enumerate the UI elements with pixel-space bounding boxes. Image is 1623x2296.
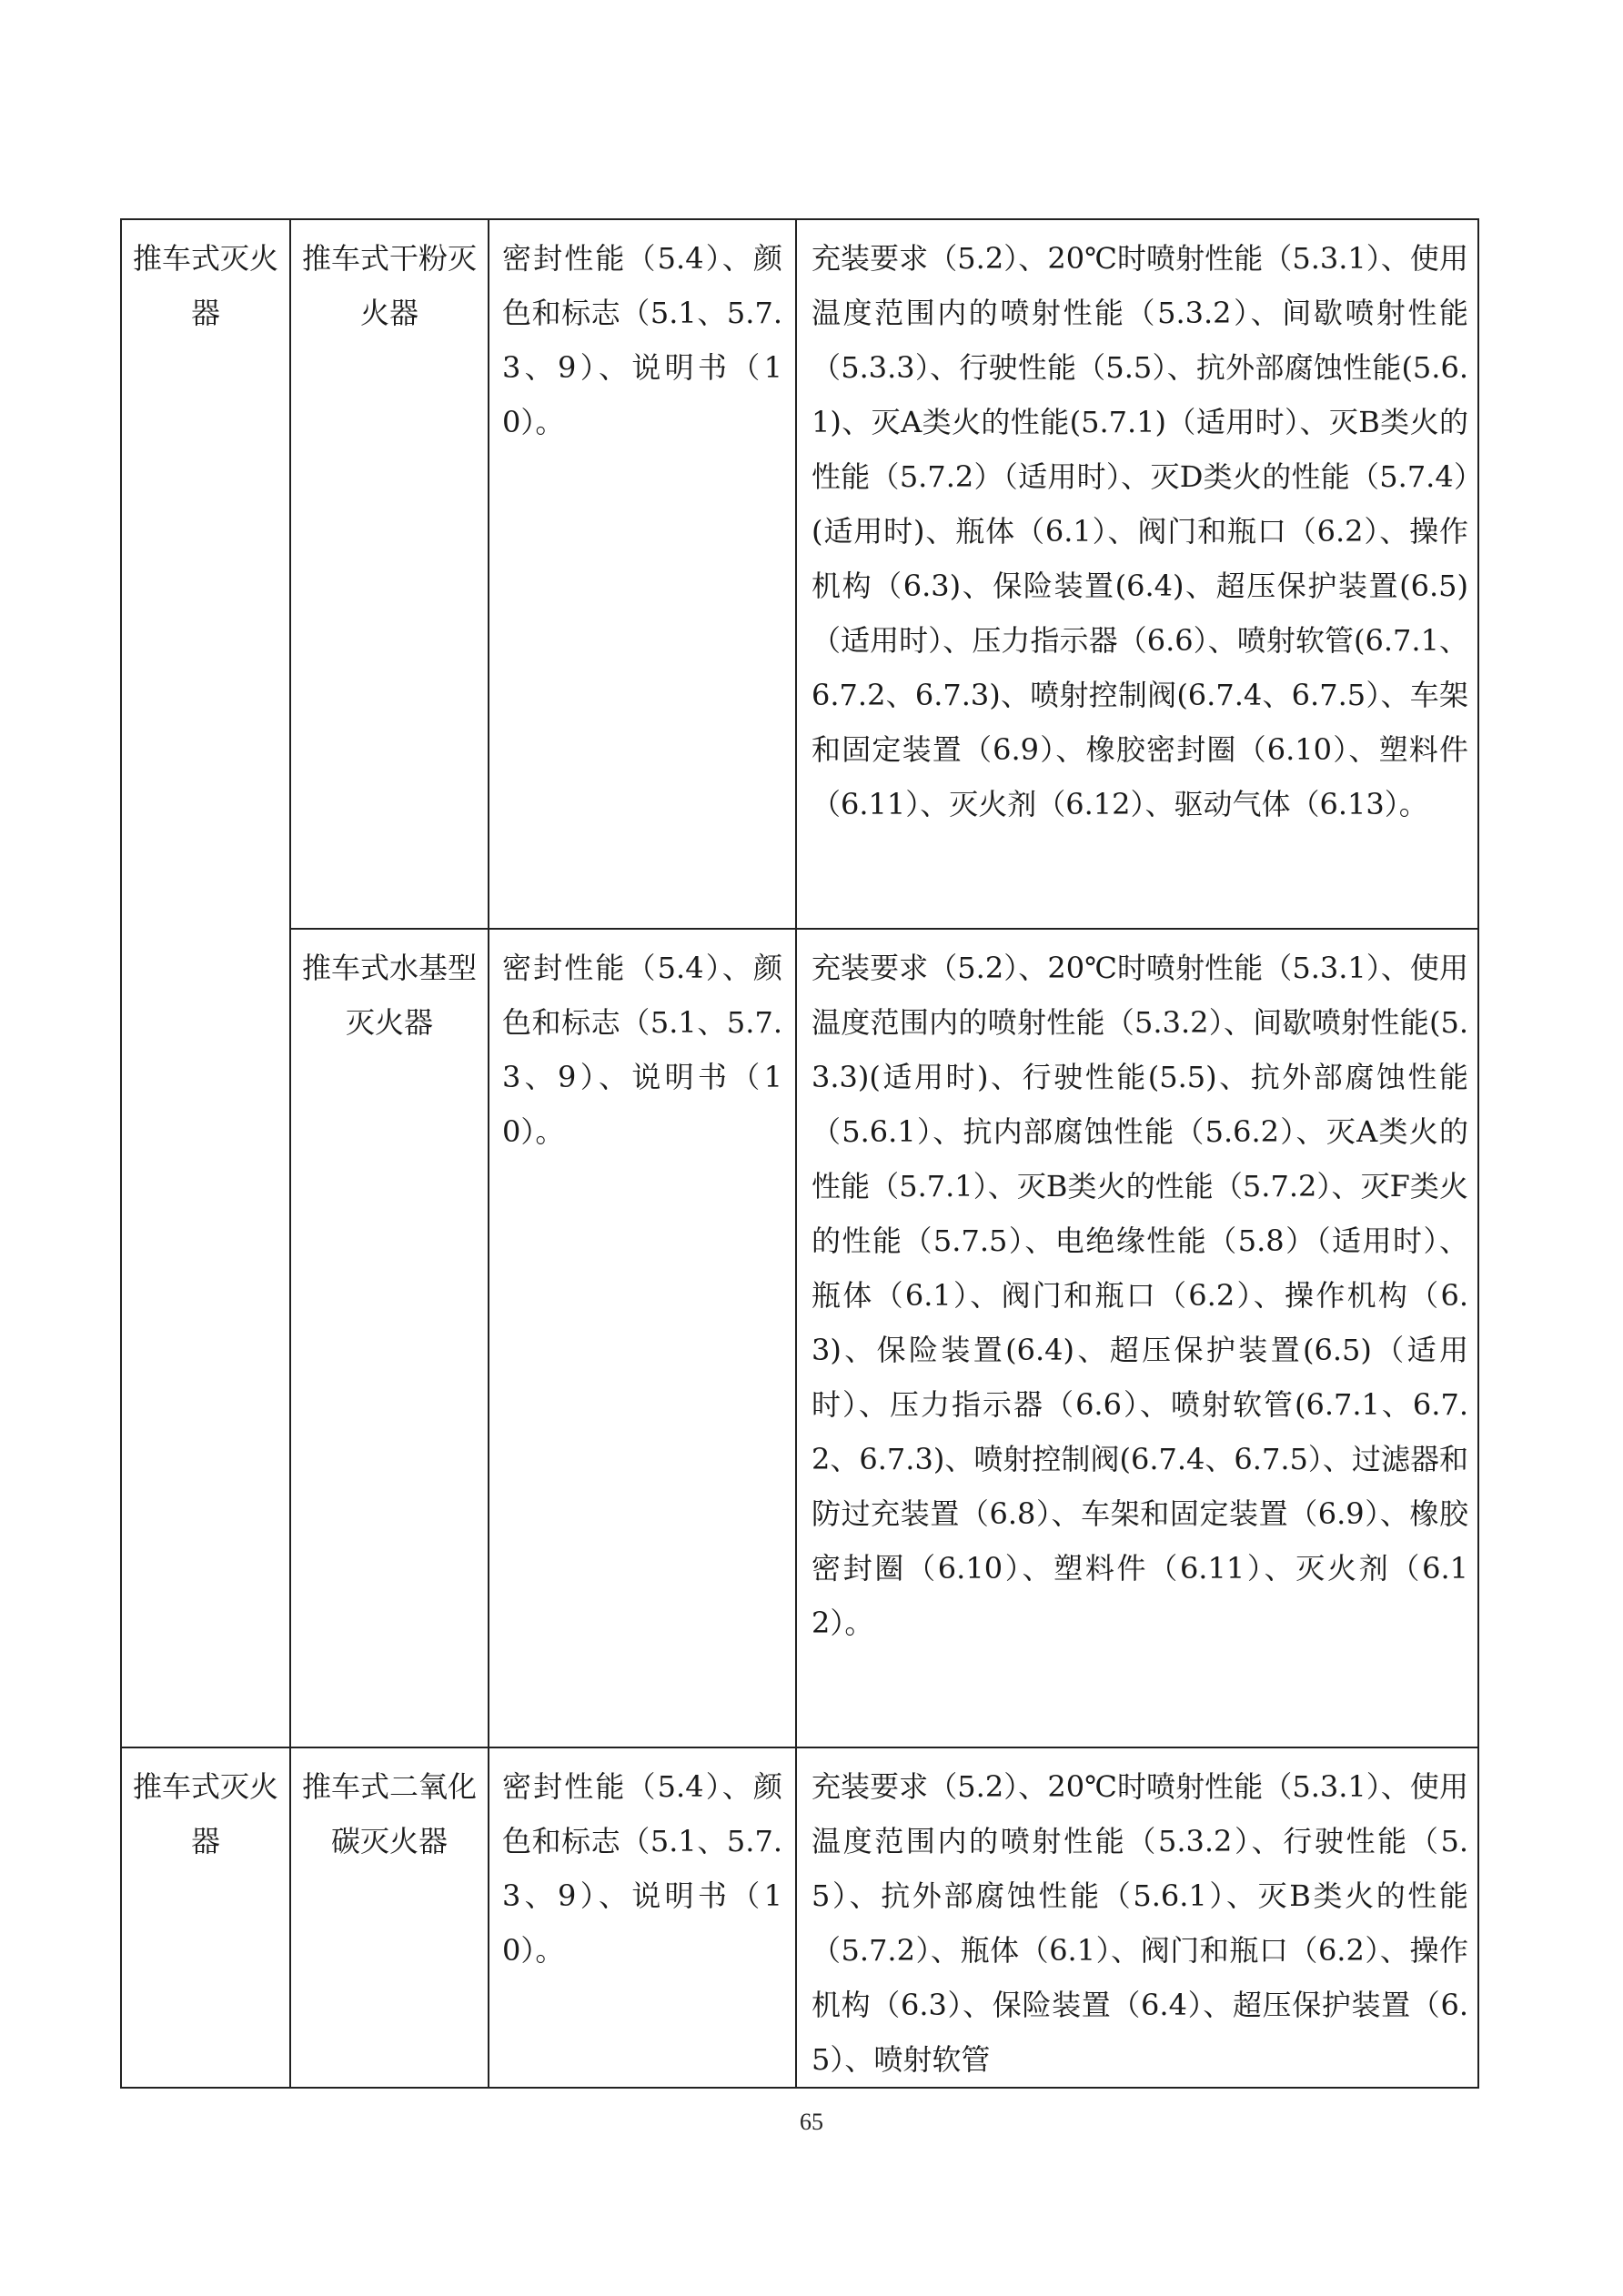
category-cell: 推车式灭火器 [121, 219, 290, 1747]
table-row [121, 219, 1478, 929]
type-cell: 推车式干粉灭火器 [290, 219, 489, 929]
type-cell: 推车式二氧化碳灭火器 [290, 1747, 489, 2088]
inspection-cell: 密封性能（5.4）、颜色和标志（5.1、5.7.3、9）、说明书（10）。 [489, 1747, 796, 2088]
category-cell: 推车式灭火器 [121, 1747, 290, 2088]
table-row [121, 929, 1478, 1747]
details-cell: 充装要求（5.2）、20℃时喷射性能（5.3.1）、使用温度范围内的喷射性能（5.3.2）、间歇喷射性能（5.3.3）、行驶性能（5.5）、抗外部腐蚀性能(5.6.1)、灭A类火的性能(5.7.1)（适用时）、灭B类火的性能（5.7.2）（适用时）、灭D类火的性能（5.7.4）(适用时)、瓶体（6.1）、阀门和瓶口（6.2）、操作机构（6.3)、保险装置(6.4)、超压保护装置(6.5)（适用时）、压力指示器（6.6）、喷射软管(6.7.1、6.7.2、6.7.3)、喷射控制阀(6.7.4、6.7.5）、车架和固定装置（6.9）、橡胶密封圈（6.10）、塑料件（6.11）、灭火剂（6.12）、驱动气体（6.13）。 [796, 219, 1478, 929]
inspection-cell: 密封性能（5.4）、颜色和标志（5.1、5.7.3、9）、说明书（10）。 [489, 929, 796, 1747]
table-row [121, 1747, 1478, 2088]
page-number: 65 [800, 2109, 823, 2135]
details-cell: 充装要求（5.2）、20℃时喷射性能（5.3.1）、使用温度范围内的喷射性能（5.3.2）、间歇喷射性能(5.3.3)(适用时)、行驶性能(5.5)、抗外部腐蚀性能（5.6.1）、抗内部腐蚀性能（5.6.2）、灭A类火的性能（5.7.1）、灭B类火的性能（5.7.2）、灭F类火的性能（5.7.5）、电绝缘性能（5.8）（适用时）、瓶体（6.1）、阀门和瓶口（6.2）、操作机构（6.3)、保险装置(6.4)、超压保护装置(6.5)（适用时）、压力指示器（6.6）、喷射软管(6.7.1、6.7.2、6.7.3)、喷射控制阀(6.7.4、6.7.5）、过滤器和防过充装置（6.8）、车架和固定装置（6.9）、橡胶密封圈（6.10）、塑料件（6.11）、灭火剂（6.12）。 [796, 929, 1478, 1747]
type-cell: 推车式水基型灭火器 [290, 929, 489, 1747]
inspection-cell: 密封性能（5.4）、颜色和标志（5.1、5.7.3、9）、说明书（10）。 [489, 219, 796, 929]
requirements-table [120, 218, 1479, 2089]
details-cell: 充装要求（5.2）、20℃时喷射性能（5.3.1）、使用温度范围内的喷射性能（5.3.2）、行驶性能（5.5）、抗外部腐蚀性能（5.6.1）、灭B类火的性能（5.7.2）、瓶体（6.1）、阀门和瓶口（6.2）、操作机构（6.3）、保险装置（6.4）、超压保护装置（6.5）、喷射软管 [796, 1747, 1478, 2088]
